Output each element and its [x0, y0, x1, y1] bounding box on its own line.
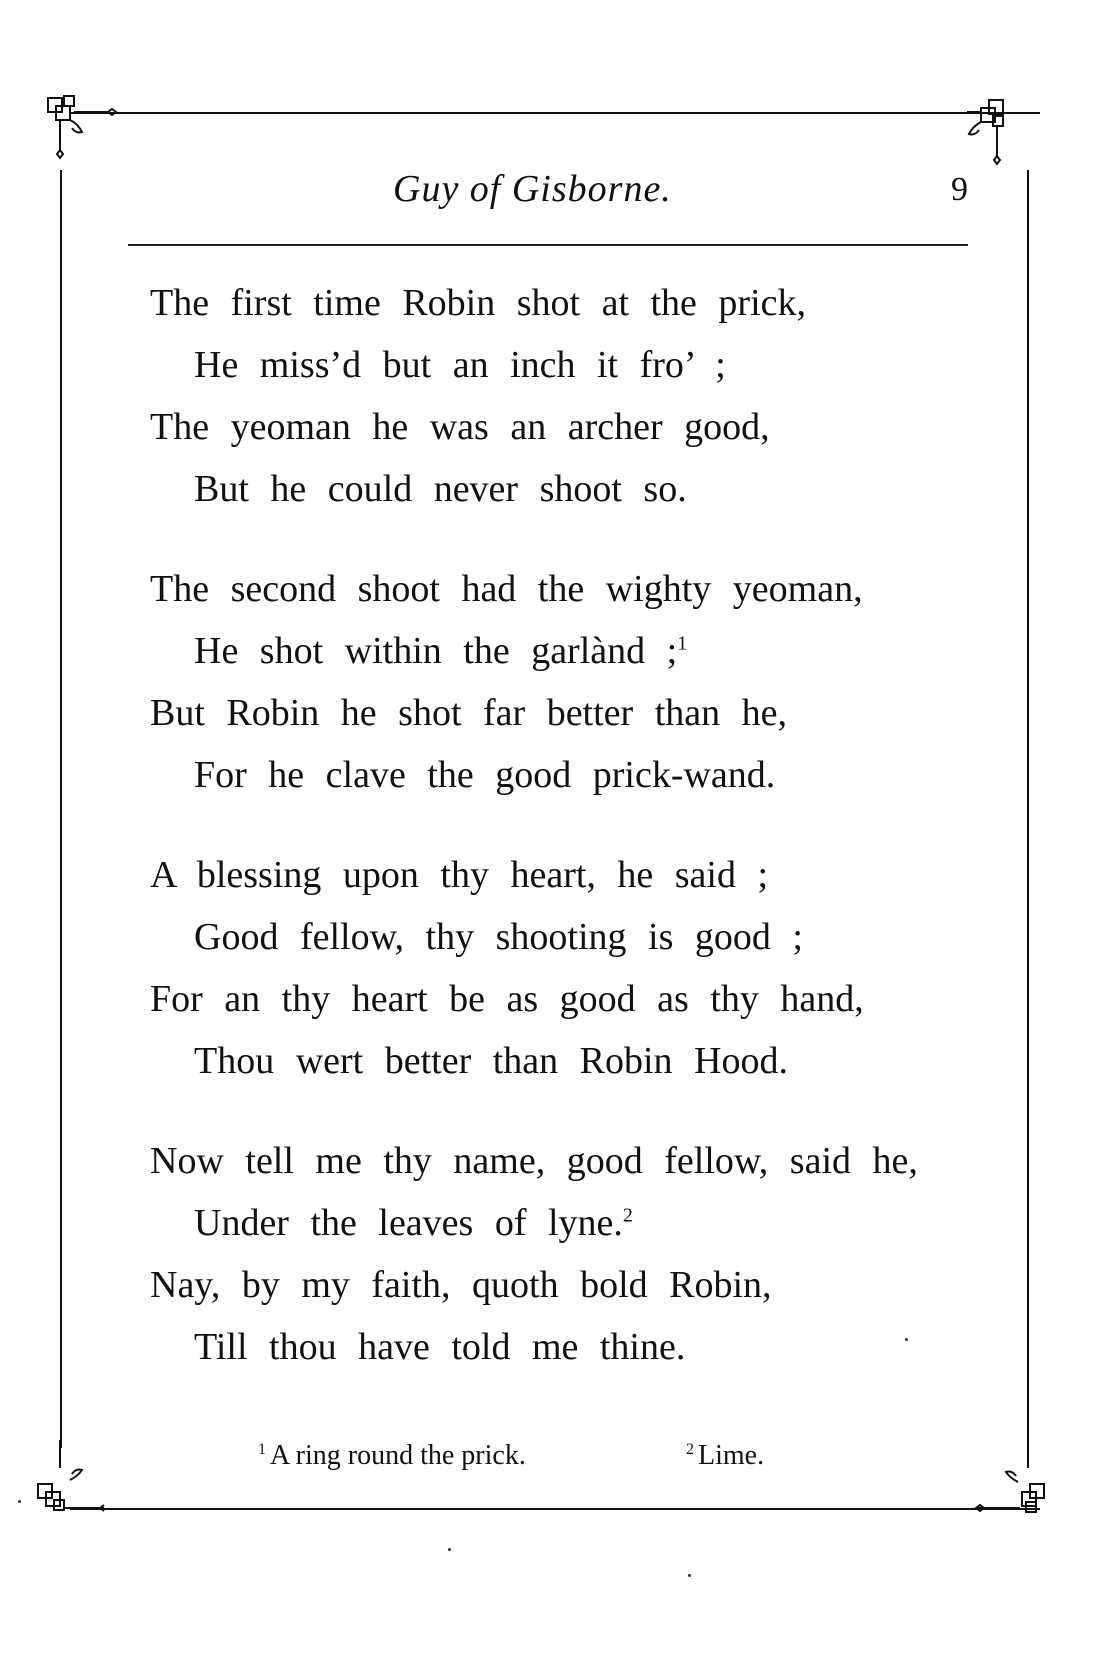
- verse-line: The first time Robin shot at the prick,: [150, 282, 807, 324]
- stanza: [150, 1130, 1010, 1378]
- page-number: 9: [951, 171, 968, 208]
- footnote-mark: 2: [686, 1440, 694, 1458]
- corner-ornament-top-left-icon: [40, 90, 130, 180]
- verse-line-text: He shot within the garlànd ;: [194, 630, 678, 672]
- verse-line: Till thou have told me thine.: [194, 1326, 686, 1368]
- verse-line: Good fellow, thy shooting is good ;: [194, 916, 803, 958]
- verse-line: [150, 1192, 1010, 1254]
- frame-top-rule: [70, 112, 1040, 114]
- paper-speck: [688, 1574, 691, 1577]
- corner-ornament-top-right-icon: [965, 92, 1055, 182]
- verse-line: But he could never shoot so.: [194, 468, 687, 510]
- verse-line: Now tell me thy name, good fellow, said he,: [150, 1140, 918, 1182]
- footnote: [686, 1440, 764, 1472]
- running-header: [128, 165, 968, 225]
- verse-line: Thou wert better than Robin Hood.: [194, 1040, 789, 1082]
- verse-line: Nay, by my faith, quoth bold Robin,: [150, 1264, 772, 1306]
- poem-body: [150, 272, 1010, 1416]
- footnotes: [258, 1440, 858, 1480]
- stanza: [150, 272, 1010, 520]
- verse-line: [150, 620, 1010, 682]
- verse-line-text: Under the leaves of lyne.: [194, 1202, 623, 1244]
- verse-line: For he clave the good prick-wand.: [194, 754, 776, 796]
- frame-left-rule: [60, 170, 62, 1448]
- footnote-text: Lime.: [698, 1440, 765, 1471]
- corner-ornament-bottom-left-icon: [30, 1440, 120, 1530]
- frame-bottom-rule: [70, 1508, 1040, 1510]
- verse-line: But Robin he shot far better than he,: [150, 692, 787, 734]
- running-title: Guy of Gisborne.: [393, 168, 672, 210]
- stanza: [150, 558, 1010, 806]
- frame-right-rule: [1027, 170, 1029, 1448]
- verse-line: The second shoot had the wighty yeoman,: [150, 568, 863, 610]
- paper-speck: [18, 1500, 21, 1503]
- verse-line: He miss’d but an inch it fro’ ;: [194, 344, 726, 386]
- header-rule: [128, 244, 968, 246]
- corner-ornament-bottom-right-icon: [970, 1440, 1060, 1530]
- footnote-reference: 1: [677, 632, 688, 655]
- verse-line: For an thy heart be as good as thy hand,: [150, 978, 864, 1020]
- stanza: [150, 844, 1010, 1092]
- footnote-mark: 1: [258, 1440, 266, 1458]
- paper-speck: [448, 1548, 451, 1551]
- footnote: [258, 1440, 526, 1472]
- footnote-reference: 2: [622, 1204, 633, 1227]
- verse-line: The yeoman he was an archer good,: [150, 406, 770, 448]
- footnote-text: A ring round the prick.: [270, 1440, 526, 1471]
- paper-speck: [905, 1338, 908, 1341]
- verse-line: A blessing upon thy heart, he said ;: [150, 854, 769, 896]
